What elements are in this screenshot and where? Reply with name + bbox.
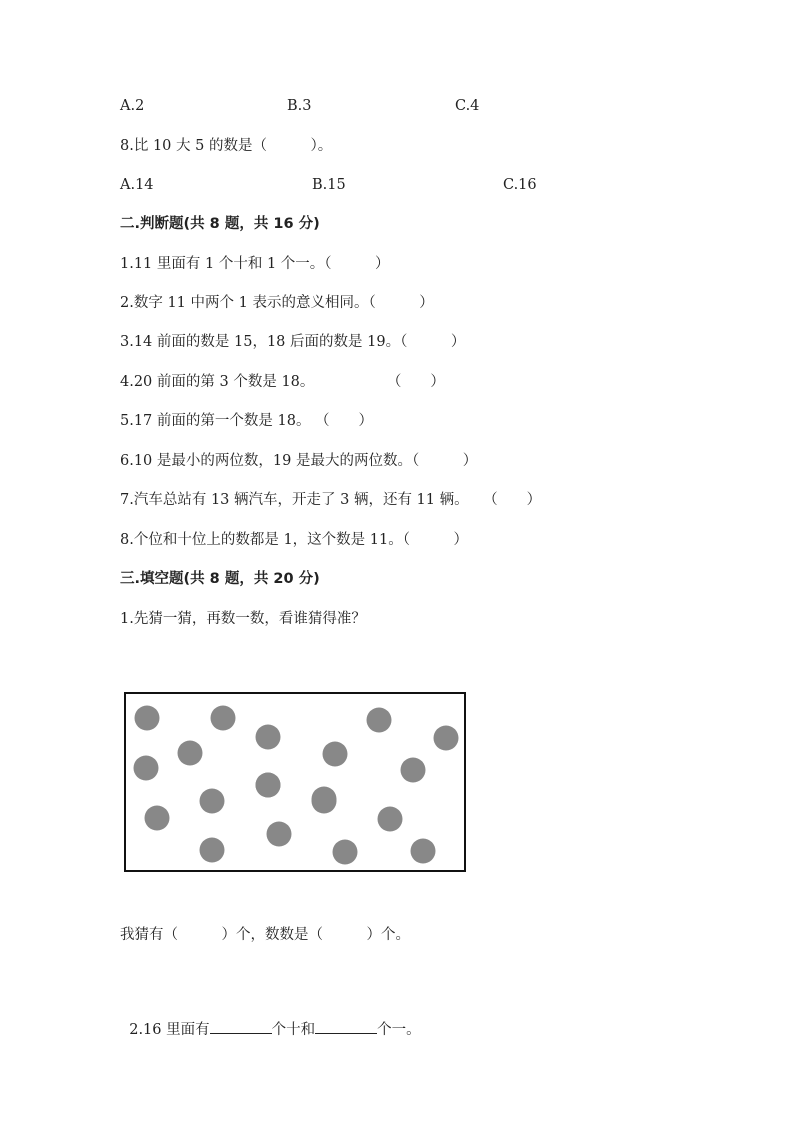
dot xyxy=(135,706,160,731)
fill-q2-blank-ones[interactable] xyxy=(315,1019,377,1034)
dot xyxy=(200,789,225,814)
dot xyxy=(401,758,426,783)
judge-item-8: 8.个位和十位上的数都是 1，这个数是 11。（ ） xyxy=(120,532,468,548)
dot xyxy=(178,741,203,766)
dot xyxy=(312,787,337,812)
q8-option-b: B.15 xyxy=(312,177,346,193)
judge-item-3: 3.14 前面的数是 15，18 后面的数是 19。（ ） xyxy=(120,334,466,350)
dot xyxy=(256,773,281,798)
judge-item-4: 4.20 前面的第 3 个数是 18。 （ ） xyxy=(120,374,445,390)
dot xyxy=(267,822,292,847)
judge-item-5: 5.17 前面的第一个数是 18。 （ ） xyxy=(120,413,374,429)
fill-q2-part2: 个十和 xyxy=(271,1022,316,1038)
q7-option-a: A.2 xyxy=(120,98,145,114)
q8-stem: 8.比 10 大 5 的数是（ ）。 xyxy=(120,138,333,154)
q8-option-c: C.16 xyxy=(503,177,537,193)
judge-item-7: 7.汽车总站有 13 辆汽车，开走了 3 辆，还有 11 辆。 （ ） xyxy=(120,492,542,508)
judge-item-6: 6.10 是最小的两位数，19 是最大的两位数。（ ） xyxy=(120,453,478,469)
dot xyxy=(378,807,403,832)
fill-q1-answer-line: 我猜有（ ）个，数数是（ ）个。 xyxy=(120,927,410,943)
q7-option-c: C.4 xyxy=(455,98,480,114)
dot xyxy=(145,806,170,831)
dot xyxy=(434,726,459,751)
dots-svg xyxy=(126,694,464,870)
dot xyxy=(134,756,159,781)
dot xyxy=(200,838,225,863)
section2-heading: 二.判断题(共 8 题，共 16 分) xyxy=(120,216,320,232)
fill-q2-part3: 个一。 xyxy=(377,1022,421,1038)
fill-q2-part1: 2.16 里面有 xyxy=(129,1022,210,1038)
q8-option-a: A.14 xyxy=(120,177,154,193)
judge-item-1: 1.11 里面有 1 个十和 1 个一。（ ） xyxy=(120,256,390,272)
dot xyxy=(323,742,348,767)
dots-figure xyxy=(124,692,466,872)
fill-q2-blank-tens[interactable] xyxy=(210,1019,272,1034)
fill-q2 xyxy=(120,999,421,1040)
dot xyxy=(256,725,281,750)
section3-heading: 三.填空题(共 8 题，共 20 分) xyxy=(120,571,320,587)
q7-option-b: B.3 xyxy=(287,98,312,114)
fill-q1-stem: 1.先猜一猜，再数一数，看谁猜得准？ xyxy=(120,611,366,627)
dot xyxy=(411,839,436,864)
dot xyxy=(333,840,358,865)
dot xyxy=(211,706,236,731)
judge-item-2: 2.数字 11 中两个 1 表示的意义相同。（ ） xyxy=(120,295,434,311)
dot xyxy=(367,708,392,733)
